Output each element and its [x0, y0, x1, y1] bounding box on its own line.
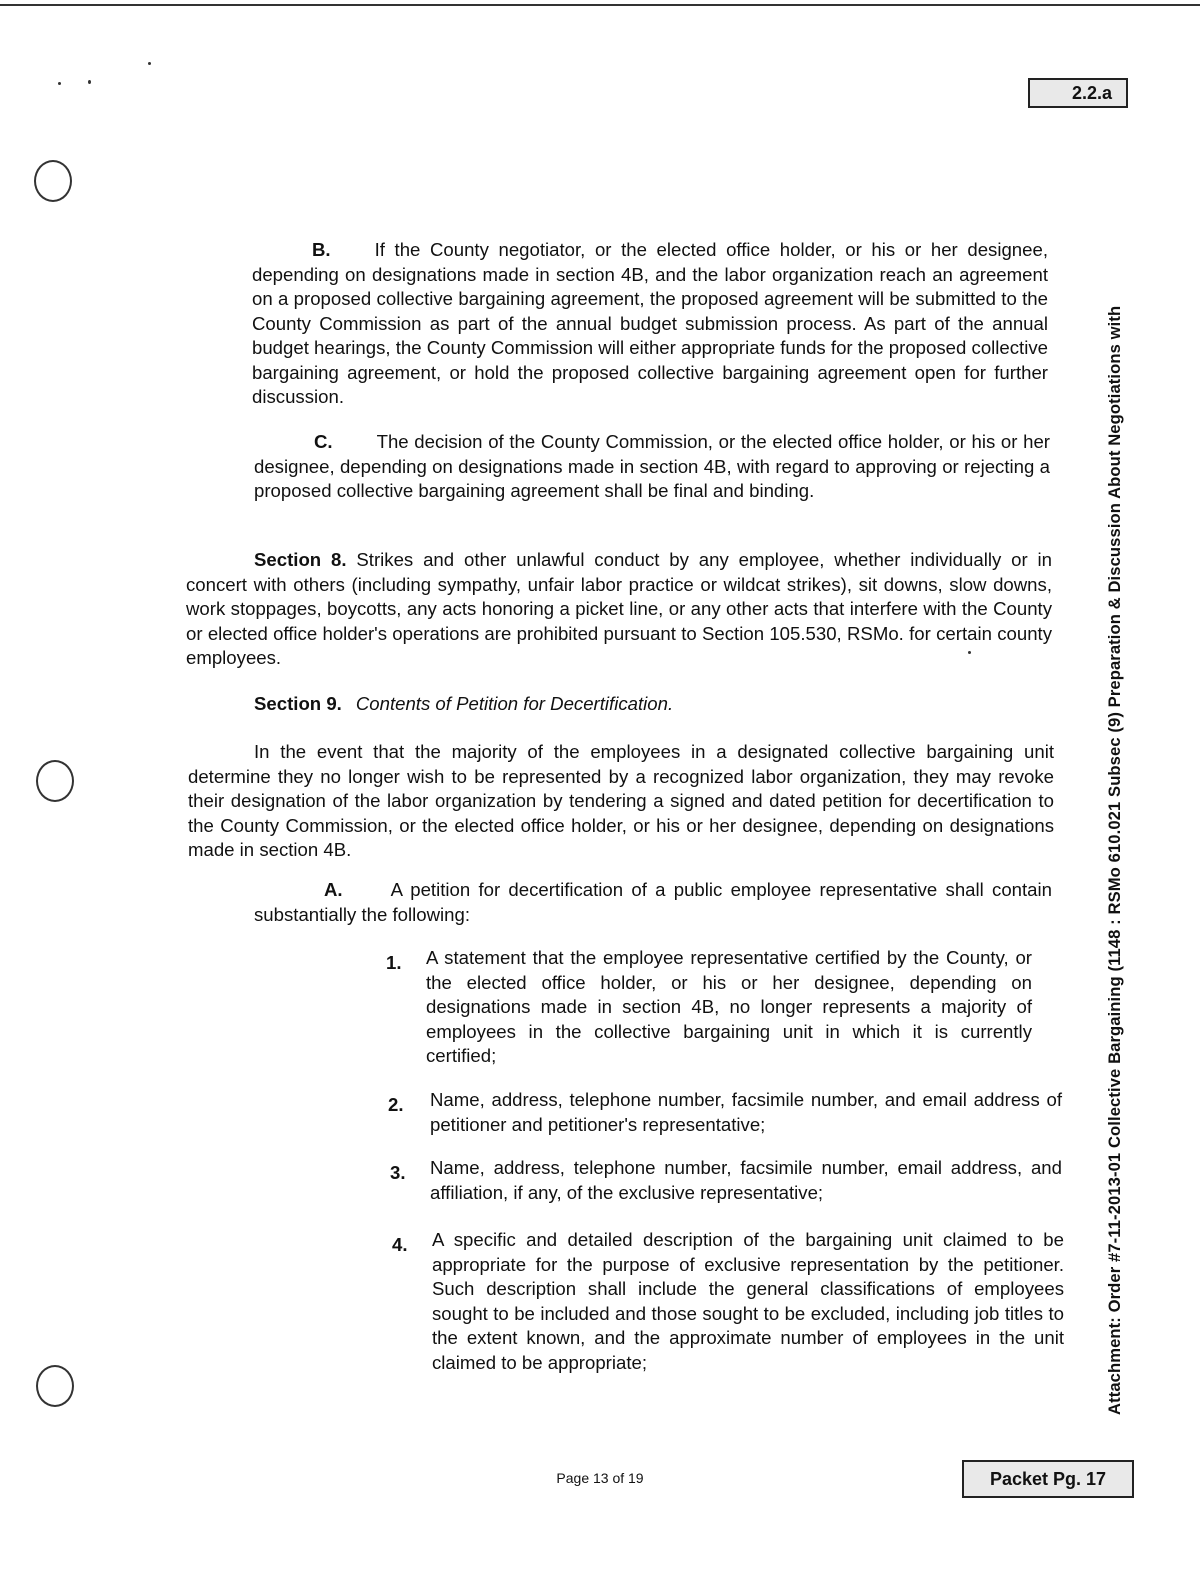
paragraph-c-label: C.: [314, 431, 333, 452]
punch-hole-middle: [36, 760, 74, 802]
scan-speck: [58, 82, 61, 85]
paragraph-a-text: A petition for decertification of a public employee representative shall contain substantially the following:: [254, 879, 1052, 925]
section-8-text: Strikes and other unlawful conduct by any employee, whether individually or in concert with others (including sympathy, unfair labor practice or wildcat strikes), sit downs, slow downs, work stoppages, boycotts, any acts honoring a picket line, or any other acts that interfere with the County or elected office holder's operations are prohibited pursuant to Section 105.530, RSMo. for certain county employees.: [186, 549, 1052, 668]
section-9-intro: In the event that the majority of the employees in a designated collective bargaining unit determine they no longer wish to be represented by a recognized labor organization, they may revoke their designation of the labor organization by tendering a signed and dated petition for decertification to the County Commission, or the elected office holder, or his or her designee, depending on designations made in section 4B.: [188, 741, 1054, 860]
section-8-label: Section 8.: [254, 549, 347, 570]
paragraph-a: [254, 878, 1052, 927]
item-3-text: Name, address, telephone number, facsimile number, email address, and affiliation, if any, of the exclusive representative;: [430, 1157, 1062, 1203]
paragraph-a-label: A.: [324, 879, 343, 900]
item-4-number: 4.: [392, 1234, 408, 1255]
paragraph-b-text: If the County negotiator, or the elected office holder, or his or her designee, depending on designations made in section 4B, and the labor organization reach an agreement on a proposed collective bargaining agreement, the proposed agreement will be submitted to the County Commission as part of the annual budget submission process. As part of the annual budget hearings, the County Commission will either appropriate funds for the proposed collective bargaining agreement, or hold the proposed collective bargaining agreement open for further discussion.: [252, 239, 1048, 407]
section-9-title: Contents of Petition for Decertification.: [355, 693, 674, 714]
punch-hole-top: [34, 160, 72, 202]
paragraph-b-label: B.: [312, 239, 331, 260]
item-1-text: A statement that the employee representative certified by the County, or the elected office holder, or his or her designee, depending on designations made in section 4B, no longer represents a majority of employees in the collective bargaining unit in which it is currently certified;: [426, 947, 1032, 1066]
paragraph-b: [252, 238, 1048, 410]
scan-speck: [88, 80, 91, 84]
section-9-label: Section 9.: [254, 693, 342, 714]
section-8: [186, 548, 1052, 671]
attachment-sidebar-text: Attachment: Order #7-11-2013-01 Collective Bargaining (1148 : RSMo 610.021 Subsec (9) Preparation & Discussion About Negotiations with: [1105, 305, 1124, 1415]
scan-speck: [148, 62, 151, 65]
item-2-number: 2.: [388, 1094, 404, 1115]
item-4-text: A specific and detailed description of the bargaining unit claimed to be appropriate for the purpose of exclusive representation by the petitioner. Such description shall include the general classifications of employees sought to be included and those sought to be excluded, including job titles to the extent known, and the approximate number of employees in the unit claimed to be appropriate;: [432, 1229, 1064, 1373]
top-border-line: [0, 4, 1200, 6]
punch-hole-bottom: [36, 1365, 74, 1407]
item-3-number: 3.: [390, 1162, 406, 1183]
item-2-text: Name, address, telephone number, facsimile number, and email address of petitioner and petitioner's representative;: [430, 1089, 1062, 1135]
section-tag: 2.2.a: [1028, 78, 1128, 108]
packet-page-tag: Packet Pg. 17: [962, 1460, 1134, 1498]
section-9-heading: [254, 692, 1050, 717]
paragraph-c: [254, 430, 1050, 504]
paragraph-c-text: The decision of the County Commission, or the elected office holder, or his or her designee, depending on designations made in section 4B, with regard to approving or rejecting a proposed collective bargaining agreement shall be final and binding.: [254, 431, 1050, 501]
item-1-number: 1.: [386, 952, 402, 973]
page-number: Page 13 of 19: [556, 1470, 644, 1486]
